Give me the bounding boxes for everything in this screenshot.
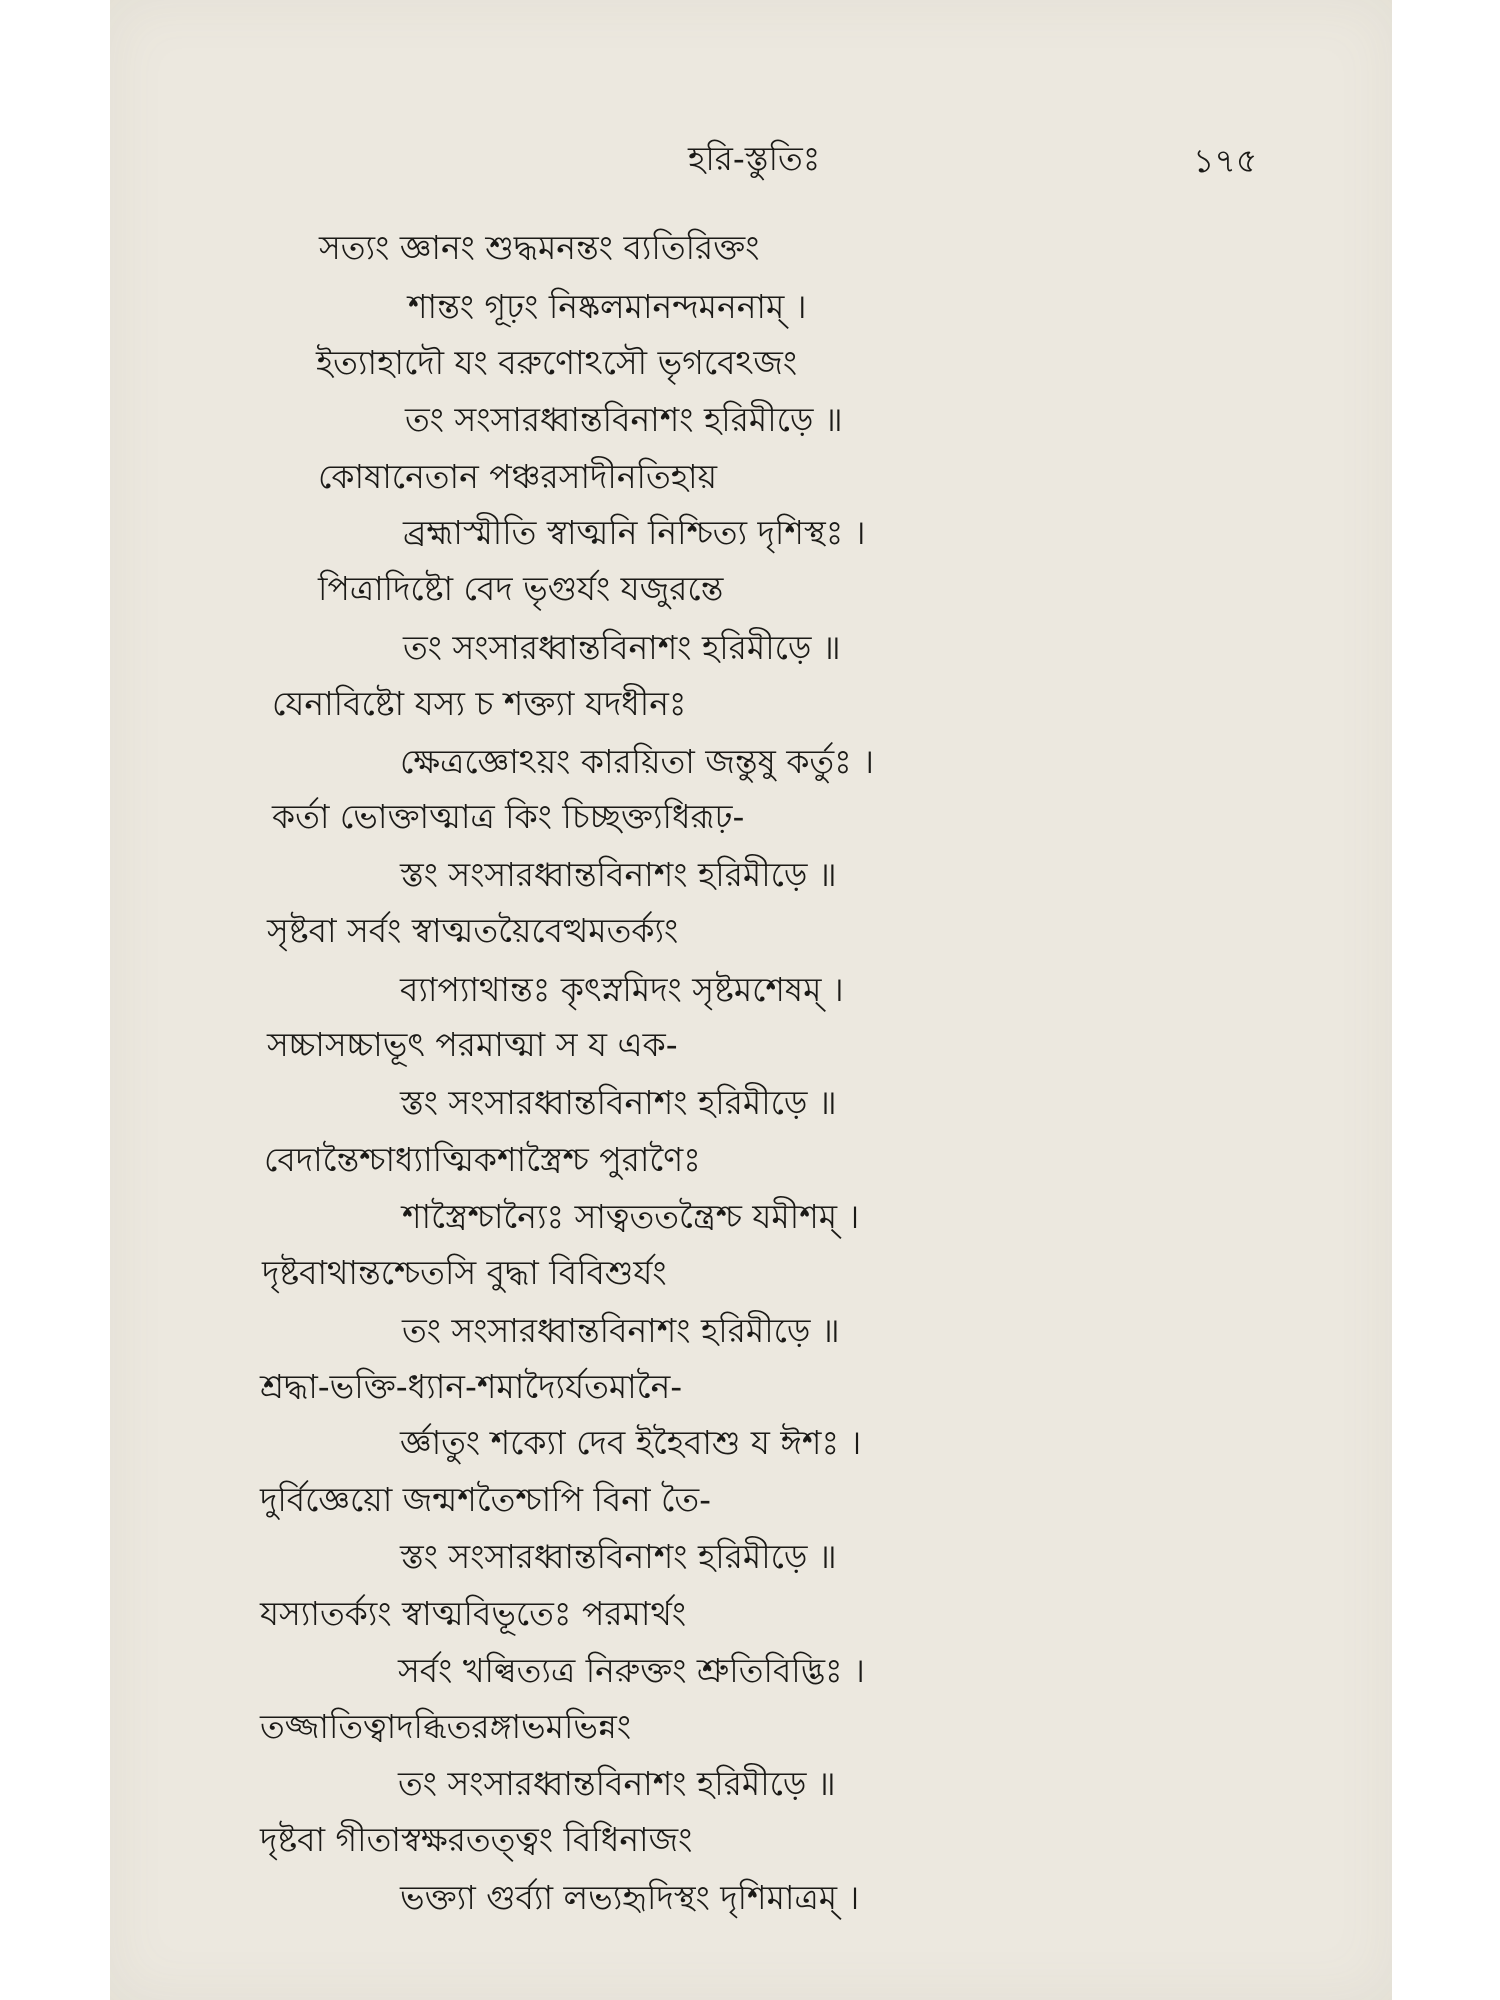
verse-line: সর্বং খল্বিত্যত্র নিরুক্তং শ্রুতিবিদ্ভিঃ । bbox=[398, 1651, 865, 1690]
verse-line: বেদান্তৈশ্চাধ্যাত্মিকশাস্ত্রৈশ্চ পুরাণৈঃ bbox=[264, 1140, 701, 1179]
verse-line: তং সংসারধ্বান্তবিনাশং হরিমীড়ে ॥ bbox=[402, 1311, 840, 1350]
verse-line: স্তং সংসারধ্বান্তবিনাশং হরিমীড়ে ॥ bbox=[400, 1083, 837, 1122]
verse-line: সচ্চাসচ্চাভূৎ পরমাত্মা স য এক- bbox=[267, 1025, 678, 1064]
verse-line: শাস্ত্রৈশ্চান্যৈঃ সাত্বততন্ত্রৈশ্চ যমীশম্ । bbox=[402, 1197, 860, 1236]
verse-line: যেনাবিষ্টো যস্য চ শক্ত্যা যদধীনঃ bbox=[272, 684, 687, 723]
verse-line: তং সংসারধ্বান্তবিনাশং হরিমীড়ে ॥ bbox=[398, 1764, 836, 1803]
verse-line: সৃষ্টবা সর্বং স্বাত্মতয়ৈবেত্থমতর্ক্যং bbox=[267, 911, 679, 950]
verse-line: ইত্যাহাদৌ যং বরুণোঽসৌ ভৃগবেঽজং bbox=[316, 343, 798, 382]
verse-line: কোষানেতান পঞ্চরসাদীনতিহায় bbox=[318, 457, 718, 496]
verse-line: তজ্জাতিত্বাদব্ধিতরঙ্গাভমভিন্নং bbox=[260, 1707, 632, 1746]
verse-line: স্তং সংসারধ্বান্তবিনাশং হরিমীড়ে ॥ bbox=[400, 855, 837, 894]
verse-line: স্তং সংসারধ্বান্তবিনাশং হরিমীড়ে ॥ bbox=[400, 1537, 837, 1576]
verse-line: তং সংসারধ্বান্তবিনাশং হরিমীড়ে ॥ bbox=[403, 628, 841, 667]
verse-line: কর্তা ভোক্তাত্মাত্র কিং চিচ্ছক্ত্যধিরূঢ়- bbox=[272, 797, 745, 836]
verse-line: ব্যাপ্যাথান্তঃ কৃৎস্নমিদং সৃষ্টমশেষম্ । bbox=[400, 970, 844, 1009]
verse-line: দৃষ্টবা গীতাস্বক্ষরতত্ত্বং বিধিনাজং bbox=[260, 1820, 693, 1859]
page-number: ১৭৫ bbox=[1193, 141, 1258, 180]
verse-line: তং সংসারধ্বান্তবিনাশং হরিমীড়ে ॥ bbox=[405, 400, 843, 439]
verse-line: ব্রহ্মাস্মীতি স্বাত্মনি নিশ্চিত্য দৃশিস্থঃ । bbox=[403, 513, 866, 552]
verse-line: দুর্বিজ্ঞেয়ো জন্মশতৈশ্চাপি বিনা তৈ- bbox=[260, 1480, 712, 1519]
verse-line: শান্তং গূঢ়ং নিষ্কলমানন্দমননাম্ । bbox=[408, 287, 807, 326]
verse-line: ক্ষেত্রজ্ঞোঽয়ং কারয়িতা জন্তুষু কর্তুঃ । bbox=[400, 742, 875, 781]
verse-line: দৃষ্টবাথান্তশ্চেতসি বুদ্ধা বিবিশুর্যং bbox=[262, 1253, 667, 1292]
verse-line: শ্রদ্ধা-ভক্তি-ধ্যান-শমাদ্যৈর্যতমানৈ- bbox=[260, 1367, 683, 1406]
running-title: হরি-স্তুতিঃ bbox=[688, 139, 821, 178]
verse-line: যস্যাতর্ক্যং স্বাত্মবিভূতেঃ পরমার্থং bbox=[260, 1594, 687, 1633]
verse-line: র্জ্ঞাতুং শক্যো দেব ইহৈবাশু য ঈশঃ । bbox=[400, 1423, 862, 1462]
verse-line: ভক্ত্যা গুর্ব্যা লভ্যহৃদিস্থং দৃশিমাত্রম্ । bbox=[400, 1878, 860, 1917]
book-page bbox=[110, 0, 1392, 2000]
verse-line: পিত্রাদিষ্টো বেদ ভৃগুর্যং যজুরন্তে bbox=[318, 569, 724, 608]
verse-line: সত্যং জ্ঞানং শুদ্ধমনন্তং ব্যতিরিক্তং bbox=[319, 228, 760, 267]
